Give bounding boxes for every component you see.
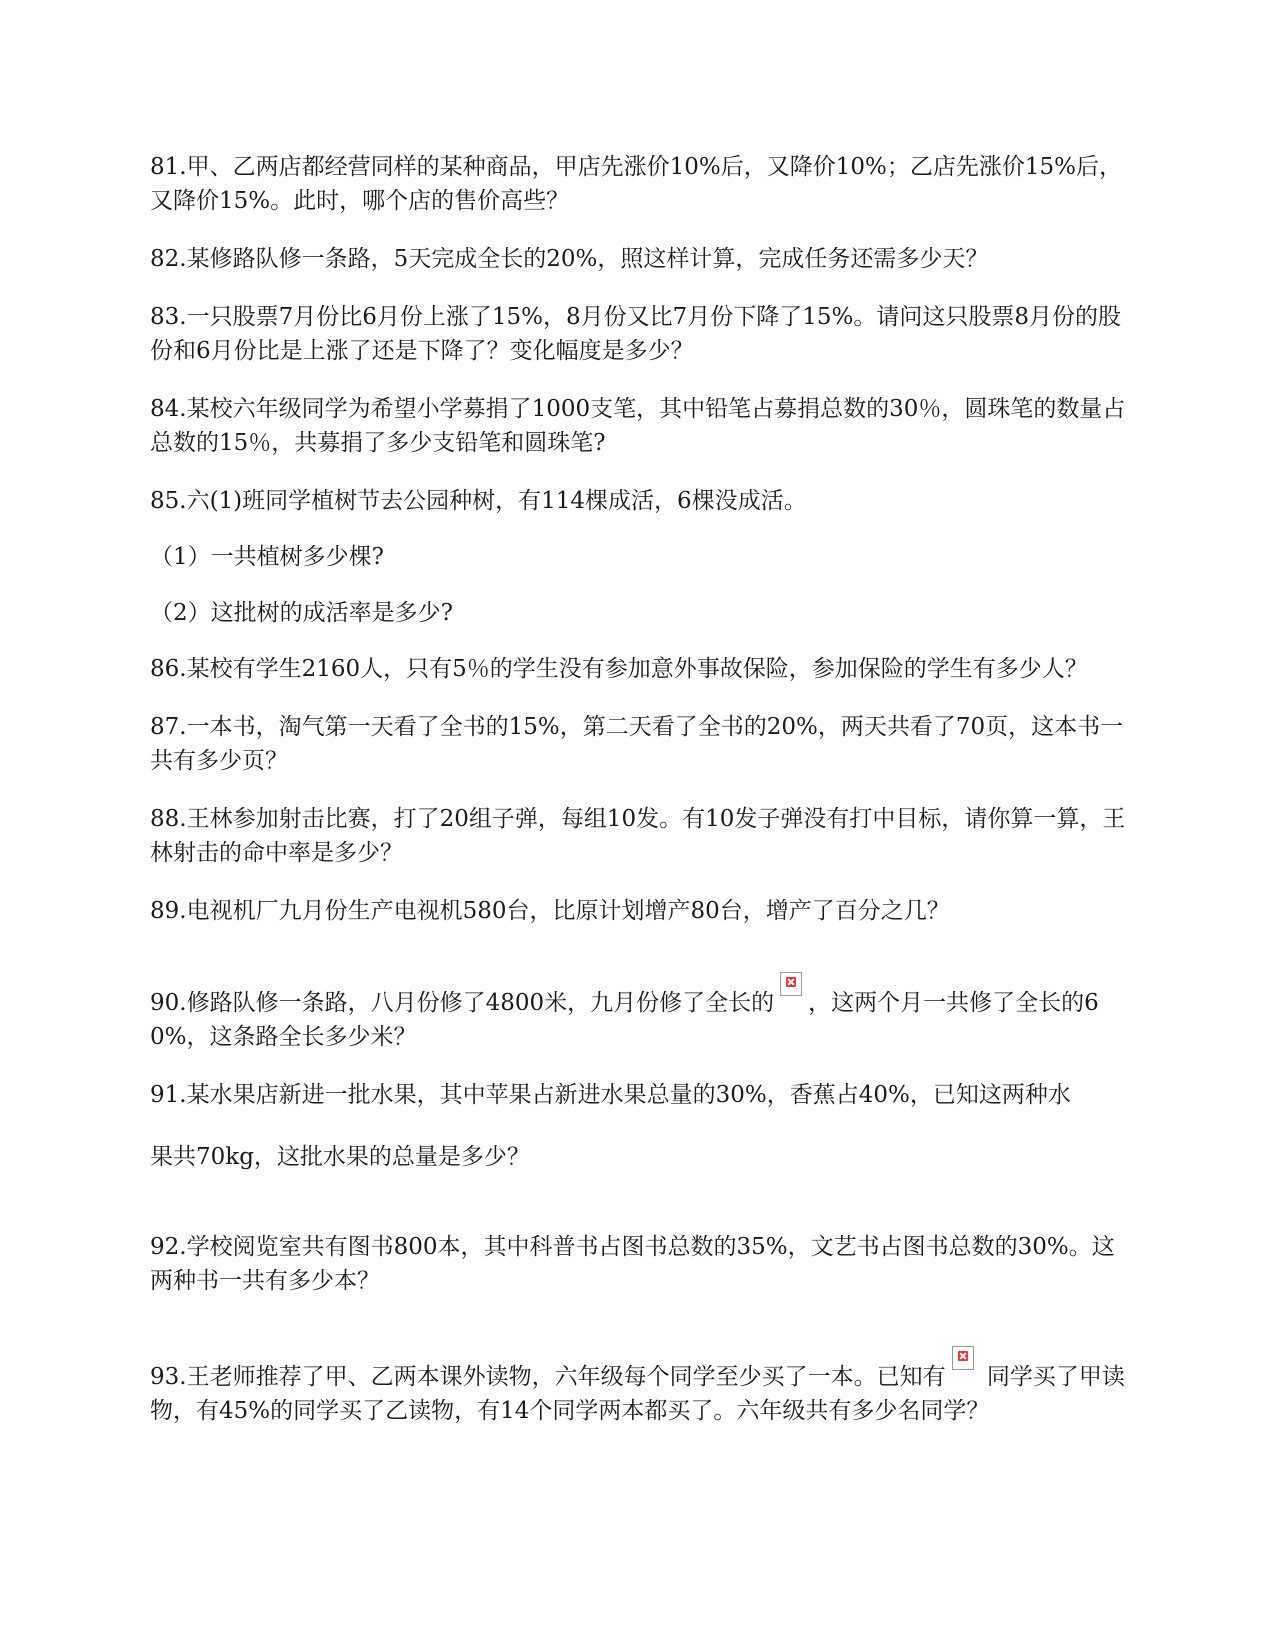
question-90-text-a: 90.修路队修一条路，八月份修了4800米，九月份修了全长的 — [150, 990, 775, 1016]
question-83: 83.一只股票7月份比6月份上涨了15%，8月份又比7月份下降了15%。请问这只股票8月份的股份和6月份比是上涨了还是下降了？变化幅度是多少？ — [150, 304, 1121, 364]
question-93-text-a: 93.王老师推荐了甲、乙两本课外读物，六年级每个同学至少买了一本。已知有 — [150, 1364, 946, 1390]
question-84: 84.某校六年级同学为希望小学募捐了1000支笔，其中铅笔占募捐总数的30％，圆珠笔的数量占总数的15％，共募捐了多少支铅笔和圆珠笔? — [150, 396, 1126, 456]
question-89: 89.电视机厂九月份生产电视机580台，比原计划增产80台，增产了百分之几？ — [150, 898, 950, 924]
question-91-line-1: 91.某水果店新进一批水果，其中苹果占新进水果总量的30%，香蕉占40%，已知这两种水 — [150, 1082, 1071, 1108]
broken-image-icon — [952, 1346, 974, 1370]
question-82: 82.某修路队修一条路，5天完成全长的20%，照这样计算，完成任务还需多少天？ — [150, 246, 989, 272]
question-85-part-1: （1）一共植树多少棵? — [150, 544, 384, 570]
error-x-icon — [786, 977, 796, 987]
question-85-part-2: （2）这批树的成活率是多少? — [150, 600, 453, 626]
question-93 — [150, 1346, 1130, 1428]
question-86: 86.某校有学生2160人，只有5％的学生没有参加意外事故保险，参加保险的学生有多少人？ — [150, 656, 1088, 682]
question-90-text-b: ，这两个月一共修了全长的60%，这条路全长多少米？ — [150, 990, 1099, 1050]
question-90 — [150, 972, 1130, 1054]
error-x-icon — [958, 1351, 968, 1361]
broken-image-icon — [780, 972, 802, 996]
question-88: 88.王林参加射击比赛，打了20组子弹，每组10发。有10发子弹没有打中目标，请你算一算，王林射击的命中率是多少？ — [150, 806, 1126, 866]
question-91-line-2: 果共70kg，这批水果的总量是多少？ — [150, 1144, 530, 1170]
question-81: 81.甲、乙两店都经营同样的某种商品，甲店先涨价10%后，又降价10%；乙店先涨价15%后，又降价15%。此时，哪个店的售价高些？ — [150, 154, 1122, 214]
worksheet-page — [150, 150, 1130, 1428]
question-85: 85.六(1)班同学植树节去公园种树，有114棵成活，6棵没成活。 — [150, 488, 807, 514]
question-93-text-b: 同学买了甲读物，有45%的同学买了乙读物，有14个同学两本都买了。六年级共有多少名同学？ — [150, 1364, 1125, 1424]
question-87: 87.一本书，淘气第一天看了全书的15%，第二天看了全书的20%，两天共看了70页，这本书一共有多少页？ — [150, 714, 1124, 774]
question-92: 92.学校阅览室共有图书800本，其中科普书占图书总数的35%，文艺书占图书总数的30%。这两种书一共有多少本？ — [150, 1234, 1115, 1294]
